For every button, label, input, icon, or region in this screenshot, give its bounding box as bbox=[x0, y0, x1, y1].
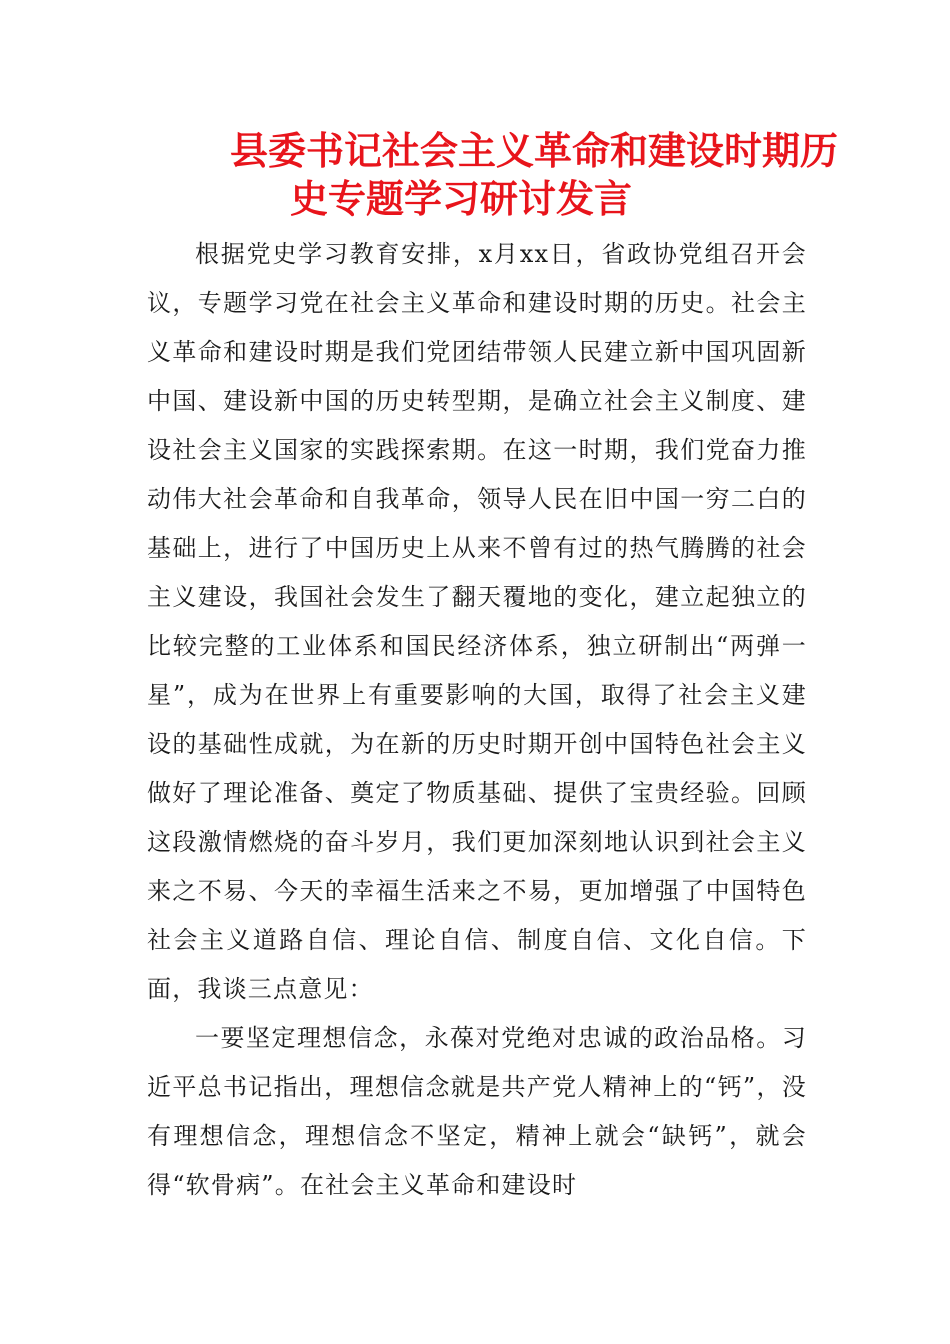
document-title-line-2: 史专题学习研讨发言 bbox=[290, 176, 633, 221]
document-body bbox=[147, 230, 807, 1210]
body-paragraph-2: 一要坚定理想信念，永葆对党绝对忠诚的政治品格。习近平总书记指出，理想信念就是共产党人精神上的“钙”，没有理想信念，理想信念不坚定，精神上就会“缺钙”，就会得“软骨病”。在社会主义革命和建设时 bbox=[147, 1024, 807, 1199]
body-paragraph-1: 根据党史学习教育安排，x月xx日，省政协党组召开会议，专题学习党在社会主义革命和建设时期的历史。社会主义革命和建设时期是我们党团结带领人民建立新中国巩固新中国、建设新中国的历史转型期，是确立社会主义制度、建设社会主义国家的实践探索期。在这一时期，我们党奋力推动伟大社会革命和自我革命，领导人民在旧中国一穷二白的基础上，进行了中国历史上从来不曾有过的热气腾腾的社会主义建设，我国社会发生了翻天覆地的变化，建立起独立的比较完整的工业体系和国民经济体系，独立研制出“两弹一星”，成为在世界上有重要影响的大国，取得了社会主义建设的基础性成就，为在新的历史时期开创中国特色社会主义做好了理论准备、奠定了物质基础、提供了宝贵经验。回顾这段激情燃烧的奋斗岁月，我们更加深刻地认识到社会主义来之不易、今天的幸福生活来之不易，更加增强了中国特色社会主义道路自信、理论自信、制度自信、文化自信。下面，我谈三点意见： bbox=[147, 240, 807, 1003]
document-title-line-1: 县委书记社会主义革命和建设时期历 bbox=[230, 128, 839, 173]
